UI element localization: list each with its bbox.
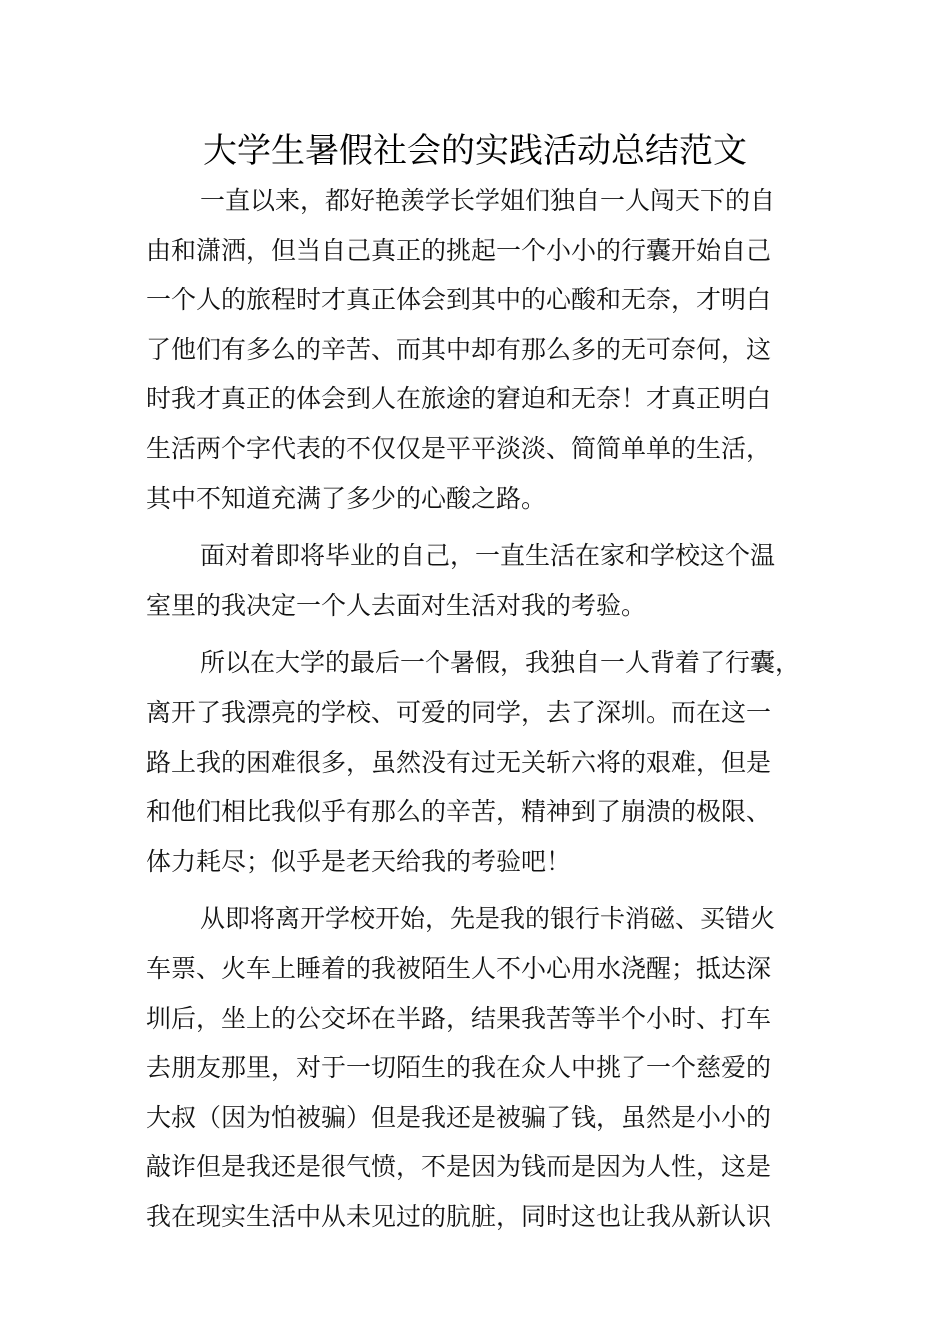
document-title: 大学生暑假社会的实践活动总结范文	[203, 131, 747, 171]
paragraph-line: 从即将离开学校开始，先是我的银行卡消磁、买错火	[200, 904, 776, 934]
paragraph-line: 去朋友那里，对于一切陌生的我在众人中挑了一个慈爱的	[146, 1053, 772, 1083]
paragraph-line: 由和潇洒，但当自己真正的挑起一个小小的行囊开始自己	[146, 235, 772, 265]
paragraph-3	[146, 638, 810, 886]
paragraph-line: 车票、火车上睡着的我被陌生人不小心用水浇醒；抵达深	[146, 953, 772, 983]
paragraph-4	[146, 894, 810, 1241]
paragraph-line: 大叔（因为怕被骗）但是我还是被骗了钱，虽然是小小的	[146, 1102, 772, 1132]
paragraph-gap	[146, 630, 810, 638]
paragraph-line: 圳后，坐上的公交坏在半路，结果我苦等半个小时、打车	[146, 1003, 772, 1033]
paragraph-line: 我在现实生活中从未见过的肮脏，同时这也让我从新认识	[146, 1201, 772, 1231]
paragraph-line: 路上我的困难很多，虽然没有过无关斩六将的艰难，但是	[146, 747, 772, 777]
paragraph-line: 一个人的旅程时才真正体会到其中的心酸和无奈，才明白	[146, 285, 772, 315]
paragraph-line: 体力耗尽；似乎是老天给我的考验吧！	[146, 846, 572, 876]
paragraph-line: 室里的我决定一个人去面对生活对我的考验。	[146, 590, 647, 620]
paragraph-line: 其中不知道充满了多少的心酸之路。	[146, 483, 547, 513]
paragraph-gap	[146, 523, 810, 531]
paragraph-line: 生活两个字代表的不仅仅是平平淡淡、简简单单的生活，	[146, 433, 772, 463]
paragraph-line: 面对着即将毕业的自己，一直生活在家和学校这个温	[200, 541, 776, 571]
paragraph-1	[146, 176, 810, 523]
paragraph-line: 离开了我漂亮的学校、可爱的同学，去了深圳。而在这一	[146, 697, 772, 727]
paragraph-2	[146, 531, 810, 630]
paragraph-line: 敲诈但是我还是很气愤，不是因为钱而是因为人性，这是	[146, 1152, 772, 1182]
paragraph-line: 所以在大学的最后一个暑假，我独自一人背着了行囊，	[200, 648, 801, 678]
paragraph-line: 和他们相比我似乎有那么的辛苦，精神到了崩溃的极限、	[146, 797, 772, 827]
paragraph-line: 一直以来，都好艳羡学长学姐们独自一人闯天下的自	[200, 186, 776, 215]
paragraph-gap	[146, 886, 810, 894]
paragraph-line: 了他们有多么的辛苦、而其中却有那么多的无可奈何，这	[146, 334, 772, 364]
paragraph-line: 时我才真正的体会到人在旅途的窘迫和无奈！才真正明白	[146, 384, 772, 414]
document-body	[146, 176, 810, 1241]
